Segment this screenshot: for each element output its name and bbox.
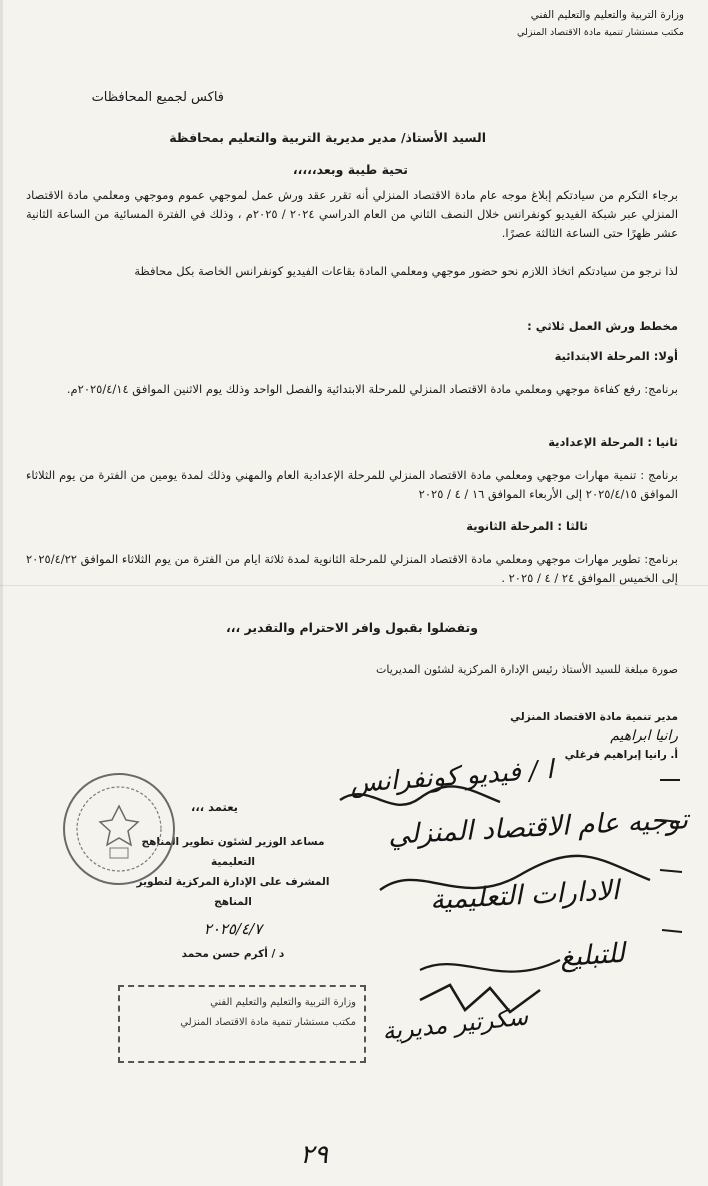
section-text-secondary: برنامج: تطوير مهارات موجهي ومعلمي مادة الاقتصاد المنزلي للمرحلة الثانوية لمدة ثلاثة ايام من الفترة من يوم الثلاثاء الموافق ٢٠٢٥/٤/٢٢ إلى الخميس الموافق ٢٤ / ٤ / ٢٠٢٥ . — [26, 552, 678, 585]
section-heading-primary: أولا: المرحلة الابتدائية — [554, 349, 678, 363]
ministry-line: وزارة التربية والتعليم والتعليم الفني — [530, 9, 684, 21]
deputy-title-2: المشرف على الإدارة المركزية لتطوير المناهج — [136, 876, 330, 908]
handwritten-note-1: ا / فيديو كونفرانس — [349, 754, 555, 800]
letterhead — [517, 6, 684, 42]
approve-label: يعتمد ،،، — [191, 800, 238, 814]
official-seal-icon — [60, 770, 178, 888]
cc-line: صورة مبلغة للسيد الأستاذ رئيس الإدارة المركزية لشئون المديريات — [375, 663, 678, 676]
handwritten-note-3: الادارات التعليمية — [429, 875, 620, 916]
handwriting-strokes — [300, 760, 700, 1090]
plan-title: مخطط ورش العمل ثلاثي : — [527, 319, 678, 333]
handwritten-note-2: توجيه عام الاقتصاد المنزلي — [387, 804, 689, 851]
section-text-preparatory: برنامج : تنمية مهارات موجهي ومعلمي مادة الاقتصاد المنزلي للمرحلة الإعدادية العام والمهني وذلك لمدة يومين من الفترة من يوم الثلاثاء الموافق ٢٠٢٥/٤/١٥ إلى الأربعاء الموافق ١٦ / ٤ / ٢٠٢٥ — [26, 468, 678, 501]
director-title: مدير تنمية مادة الاقتصاد المنزلي — [510, 711, 678, 723]
stamp-line-1: وزارة التربية والتعليم والتعليم الفني — [210, 997, 356, 1008]
handwritten-note-5: سكرتير مديرية — [380, 1002, 530, 1046]
greeting: تحية طيبة وبعد،،،،، — [292, 162, 408, 177]
closing: وتفضلوا بقبول وافر الاحترام والتقدير ،،، — [226, 620, 478, 635]
body-paragraph-2: لذا نرجو من سيادتكم اتخاذ اللازم نحو حضور موجهي ومعلمي المادة بقاعات الفيديو كونفرانس الخاصة بكل محافظة — [134, 264, 678, 278]
addressee: السيد الأستاذ/ مدير مديرية التربية والتعليم بمحافظة — [169, 130, 486, 145]
section-text-primary: برنامج: رفع كفاءة موجهي ومعلمي مادة الاقتصاد المنزلي للمرحلة الابتدائية والفصل الواحد وذلك يوم الاثنين الموافق ٢٠٢٥/٤/١٤م. — [66, 382, 678, 396]
deputy-signature: ٢٠٢٥/٤/٧ — [203, 920, 263, 938]
section-heading-secondary: ثالثا : المرحلة الثانوية — [466, 519, 588, 533]
handwritten-note-4: للتبليغ — [558, 937, 626, 974]
fax-recipients: فاكس لجميع المحافظات — [91, 90, 224, 105]
director-signature: رانيا ابراهيم — [610, 728, 678, 744]
page-number: ٢٩ — [300, 1140, 328, 1170]
body-paragraph: برجاء التكرم من سيادتكم إبلاغ موجه عام مادة الاقتصاد المنزلي أنه تقرر عقد ورش عمل لموجهي عموم وموجهي ومعلمي مادة الاقتصاد المنزلي عبر شبكة الفيديو كونفرانس خلال النصف الثاني من العام الدراسي ٢٠٢٤ / ٢٠٢٥م ، وذلك في الفترة المسائية من الساعة الثانية عشر ظهرًا حتى الساعة الثالثة عصرًا. — [26, 188, 679, 240]
deputy-title-1: مساعد الوزير لشئون تطوير المناهج التعليمية — [141, 836, 325, 868]
section-heading-preparatory: ثانيا : المرحلة الإعدادية — [548, 435, 678, 449]
scan-edge — [0, 0, 3, 1186]
director-signature-block — [478, 708, 678, 764]
director-name: أ. رانيا إبراهيم فرغلي — [564, 749, 678, 761]
deputy-name: د / أكرم حسن محمد — [181, 948, 285, 960]
office-line: مكتب مستشار تنمية مادة الاقتصاد المنزلي — [517, 27, 684, 38]
stamp-line-2: مكتب مستشار تنمية مادة الاقتصاد المنزلي — [180, 1017, 356, 1028]
